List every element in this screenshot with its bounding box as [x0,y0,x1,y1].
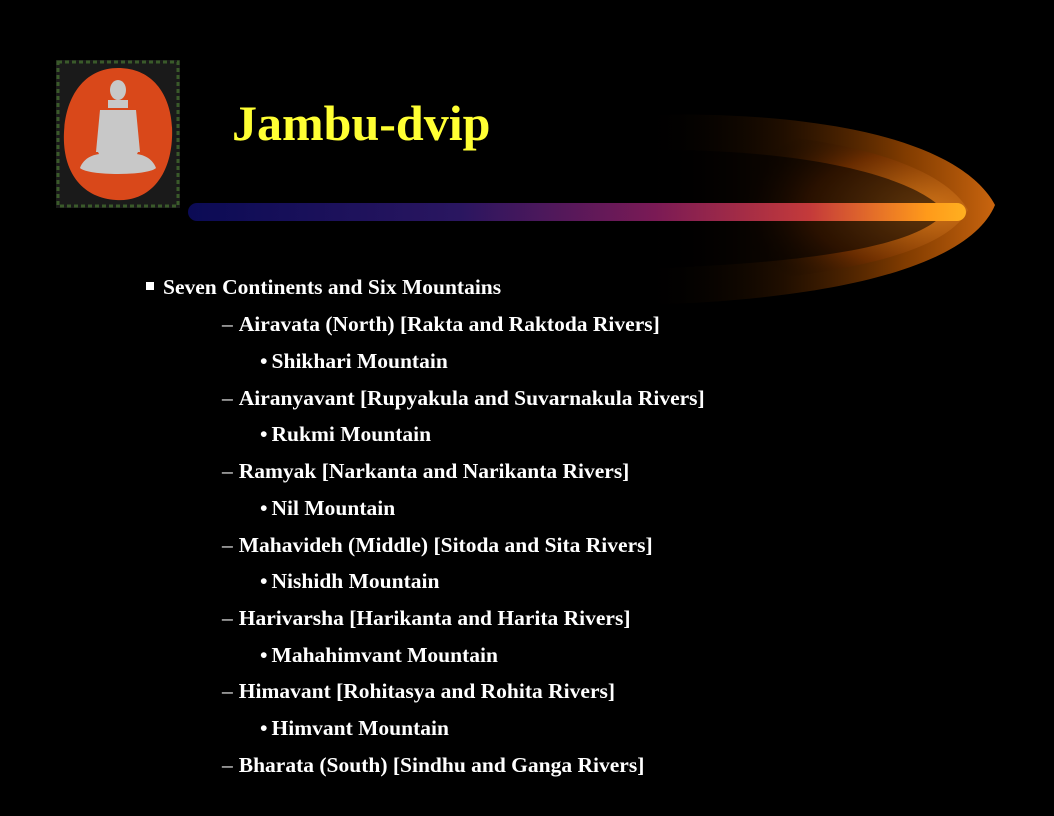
list-item [260,718,449,740]
list-item [222,608,631,630]
list-item [260,498,395,520]
list-item [222,388,705,410]
list-item-text: Himavant [Rohitasya and Rohita Rivers] [238,679,616,703]
dash-icon: – [222,386,233,410]
dash-icon: – [222,459,233,483]
dot-icon: • [260,496,268,520]
list-item [222,755,644,777]
list-heading [146,277,501,299]
dot-icon: • [260,569,268,593]
list-item [260,351,448,373]
dot-icon: • [260,349,268,373]
dash-icon: – [222,679,233,703]
list-item-text: Airanyavant [Rupyakula and Suvarnakula Rivers] [238,386,705,410]
page-title: Jambu-dvip [232,95,491,151]
list-item-text: Shikhari Mountain [271,349,448,373]
dot-icon: • [260,643,268,667]
list-item-text: Ramyak [Narkanta and Narikanta Rivers] [238,459,630,483]
dot-icon: • [260,716,268,740]
list-item [260,424,431,446]
list-item-text: Harivarsha [Harikanta and Harita Rivers] [238,606,631,630]
list-item-text: Rukmi Mountain [271,422,432,446]
list-item-text: Nil Mountain [271,496,396,520]
dash-icon: – [222,606,233,630]
dot-icon: • [260,422,268,446]
list-item [222,535,653,557]
dash-icon: – [222,753,233,777]
list-item [222,314,660,336]
meditating-figure-icon [56,60,180,208]
list-item-text: Himvant Mountain [271,716,449,740]
list-item [260,571,439,593]
list-item-text: Bharata (South) [Sindhu and Ganga Rivers] [238,753,645,777]
list-item-text: Mahavideh (Middle) [Sitoda and Sita Rivers] [238,533,653,557]
list-item [222,461,629,483]
list-heading-text: Seven Continents and Six Mountains [163,275,502,299]
list-item-text: Airavata (North) [Rakta and Raktoda Rivers] [238,312,660,336]
dash-icon: – [222,312,233,336]
list-item [222,681,615,703]
square-bullet-icon [146,282,154,290]
dash-icon: – [222,533,233,557]
list-item-text: Mahahimvant Mountain [271,643,498,667]
list-item-text: Nishidh Mountain [271,569,440,593]
list-item [260,645,498,667]
